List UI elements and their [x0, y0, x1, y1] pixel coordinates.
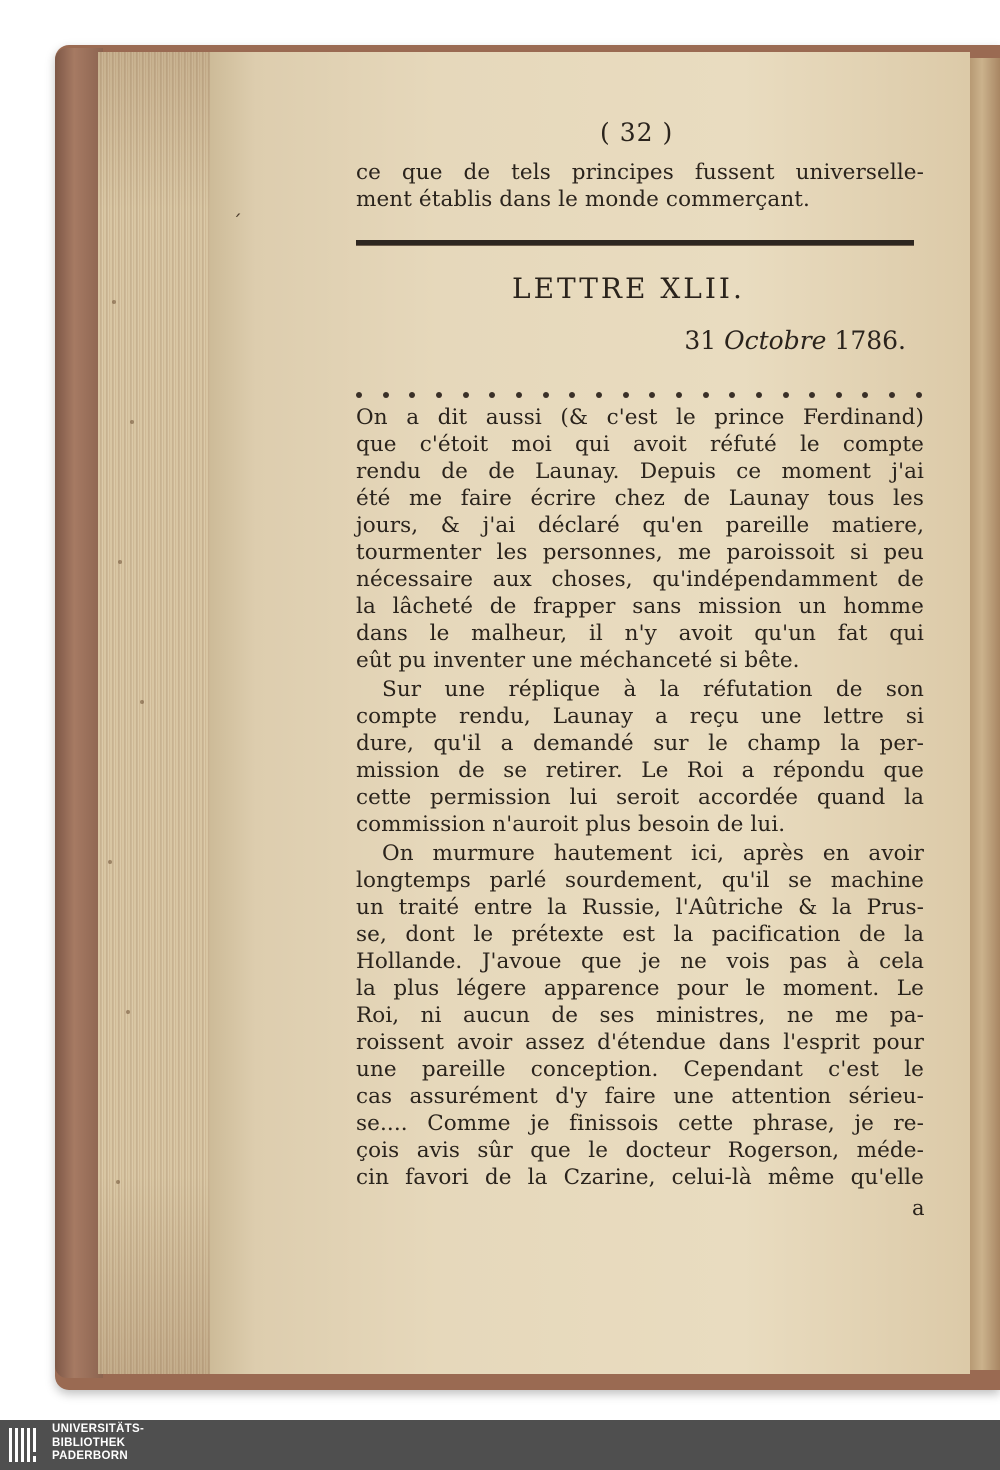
body-line: la lâcheté de frapper sans mission un homme	[356, 594, 924, 619]
body-line: été me faire écrire chez de Launay tous les	[356, 486, 924, 511]
body-line: nécessaire aux choses, qu'indépendamment de	[356, 567, 924, 592]
library-logo-icon	[8, 1426, 42, 1464]
intro-line: ce que de tels principes fussent universelle-	[356, 160, 924, 185]
foxing-speck	[108, 860, 112, 864]
foxing-speck	[116, 1180, 120, 1184]
body-line: Hollande. J'avoue que je ne vois pas à cela	[356, 949, 924, 974]
library-footer	[0, 1420, 1000, 1470]
body-line: commission n'auroit plus besoin de lui.	[356, 812, 786, 837]
body-line: que c'étoit moi qui avoit réfuté le compte	[356, 432, 924, 457]
page-number: ( 32 )	[600, 118, 674, 147]
foxing-speck	[126, 1010, 130, 1014]
ornament-dot	[596, 392, 602, 398]
page-edges	[98, 52, 211, 1374]
ornament-dot	[889, 392, 895, 398]
ornament-dot	[409, 392, 415, 398]
ornament-dot	[703, 392, 709, 398]
ellipsis-ornament-row	[356, 388, 922, 402]
foxing-speck	[130, 420, 134, 424]
letter-date-day: 31	[684, 326, 717, 355]
ornament-dot	[783, 392, 789, 398]
library-name-line: UNIVERSITÄTS-	[52, 1423, 145, 1435]
body-line: se, dont le prétexte est la pacification de la	[356, 922, 924, 947]
ornament-dot	[676, 392, 682, 398]
book-spine-edge	[55, 48, 103, 1378]
foxing-speck	[112, 300, 116, 304]
body-line: On a dit aussi (& c'est le prince Ferdinand)	[356, 405, 924, 430]
body-line: çois avis sûr que le docteur Rogerson, méde-	[356, 1138, 924, 1163]
ornament-dot	[916, 392, 922, 398]
ornament-dot	[463, 392, 469, 398]
body-line: cette permission lui seroit accordée quand la	[356, 785, 924, 810]
ornament-dot	[516, 392, 522, 398]
body-line: cas assurément d'y faire une attention sérieu-	[356, 1084, 924, 1109]
body-line: dure, qu'il a demandé sur le champ la per-	[356, 731, 924, 756]
ornament-dot	[729, 392, 735, 398]
ornament-dot	[862, 392, 868, 398]
body-line: cin favori de la Czarine, celui-là même qu'elle	[356, 1165, 924, 1190]
ornament-dot	[569, 392, 575, 398]
body-line: compte rendu, Launay a reçu une lettre si	[356, 704, 924, 729]
body-line: Sur une réplique à la réfutation de son	[382, 677, 924, 702]
foxing-speck	[118, 560, 122, 564]
body-line: un traité entre la Russie, l'Aûtriche & la Prus-	[356, 895, 924, 920]
letter-date	[684, 326, 906, 355]
body-line: On murmure hautement ici, après en avoir	[382, 841, 924, 866]
ornament-dot	[649, 392, 655, 398]
body-line: tourmenter les personnes, me paroissoit si peu	[356, 540, 924, 565]
ornament-dot	[836, 392, 842, 398]
letter-date-year: 1786.	[834, 326, 906, 355]
body-line: eût pu inventer une méchanceté si bête.	[356, 648, 800, 673]
ornament-dot	[756, 392, 762, 398]
body-line: rendu de de Launay. Depuis ce moment j'ai	[356, 459, 924, 484]
library-name	[52, 1423, 144, 1464]
margin-mark: ˊ	[232, 210, 242, 234]
library-name-line: BIBLIOTHEK	[52, 1436, 126, 1449]
body-line: Roi, ni aucun de ses ministres, ne me pa-	[356, 1003, 924, 1028]
ornament-dot	[489, 392, 495, 398]
body-line: longtemps parlé sourdement, qu'il se machine	[356, 868, 924, 893]
foxing-speck	[140, 700, 144, 704]
catchword: a	[912, 1196, 925, 1220]
facing-page-edge	[970, 58, 1000, 1370]
ornament-dot	[356, 392, 362, 398]
ornament-dot	[809, 392, 815, 398]
intro-line: ment établis dans le monde commerçant.	[356, 187, 810, 212]
letter-date-month: Octobre	[724, 326, 827, 355]
ornament-dot	[436, 392, 442, 398]
body-line: dans le malheur, il n'y avoit qu'un fat qui	[356, 621, 924, 646]
ornament-dot	[543, 392, 549, 398]
library-name-line: PADERBORN	[52, 1450, 128, 1462]
body-line: mission de se retirer. Le Roi a répondu que	[356, 758, 924, 783]
body-line: se.... Comme je finissois cette phrase, je re-	[356, 1111, 924, 1136]
letter-heading: LETTRE XLII.	[512, 272, 745, 305]
body-line: roissent avoir assez d'étendue dans l'esprit pour	[356, 1030, 924, 1055]
body-line: la plus légere apparence pour le moment. Le	[356, 976, 924, 1001]
ornament-dot	[623, 392, 629, 398]
body-line: une pareille conception. Cependant c'est le	[356, 1057, 924, 1082]
body-line: jours, & j'ai déclaré qu'en pareille matiere,	[356, 513, 924, 538]
section-rule	[356, 240, 914, 246]
ornament-dot	[383, 392, 389, 398]
